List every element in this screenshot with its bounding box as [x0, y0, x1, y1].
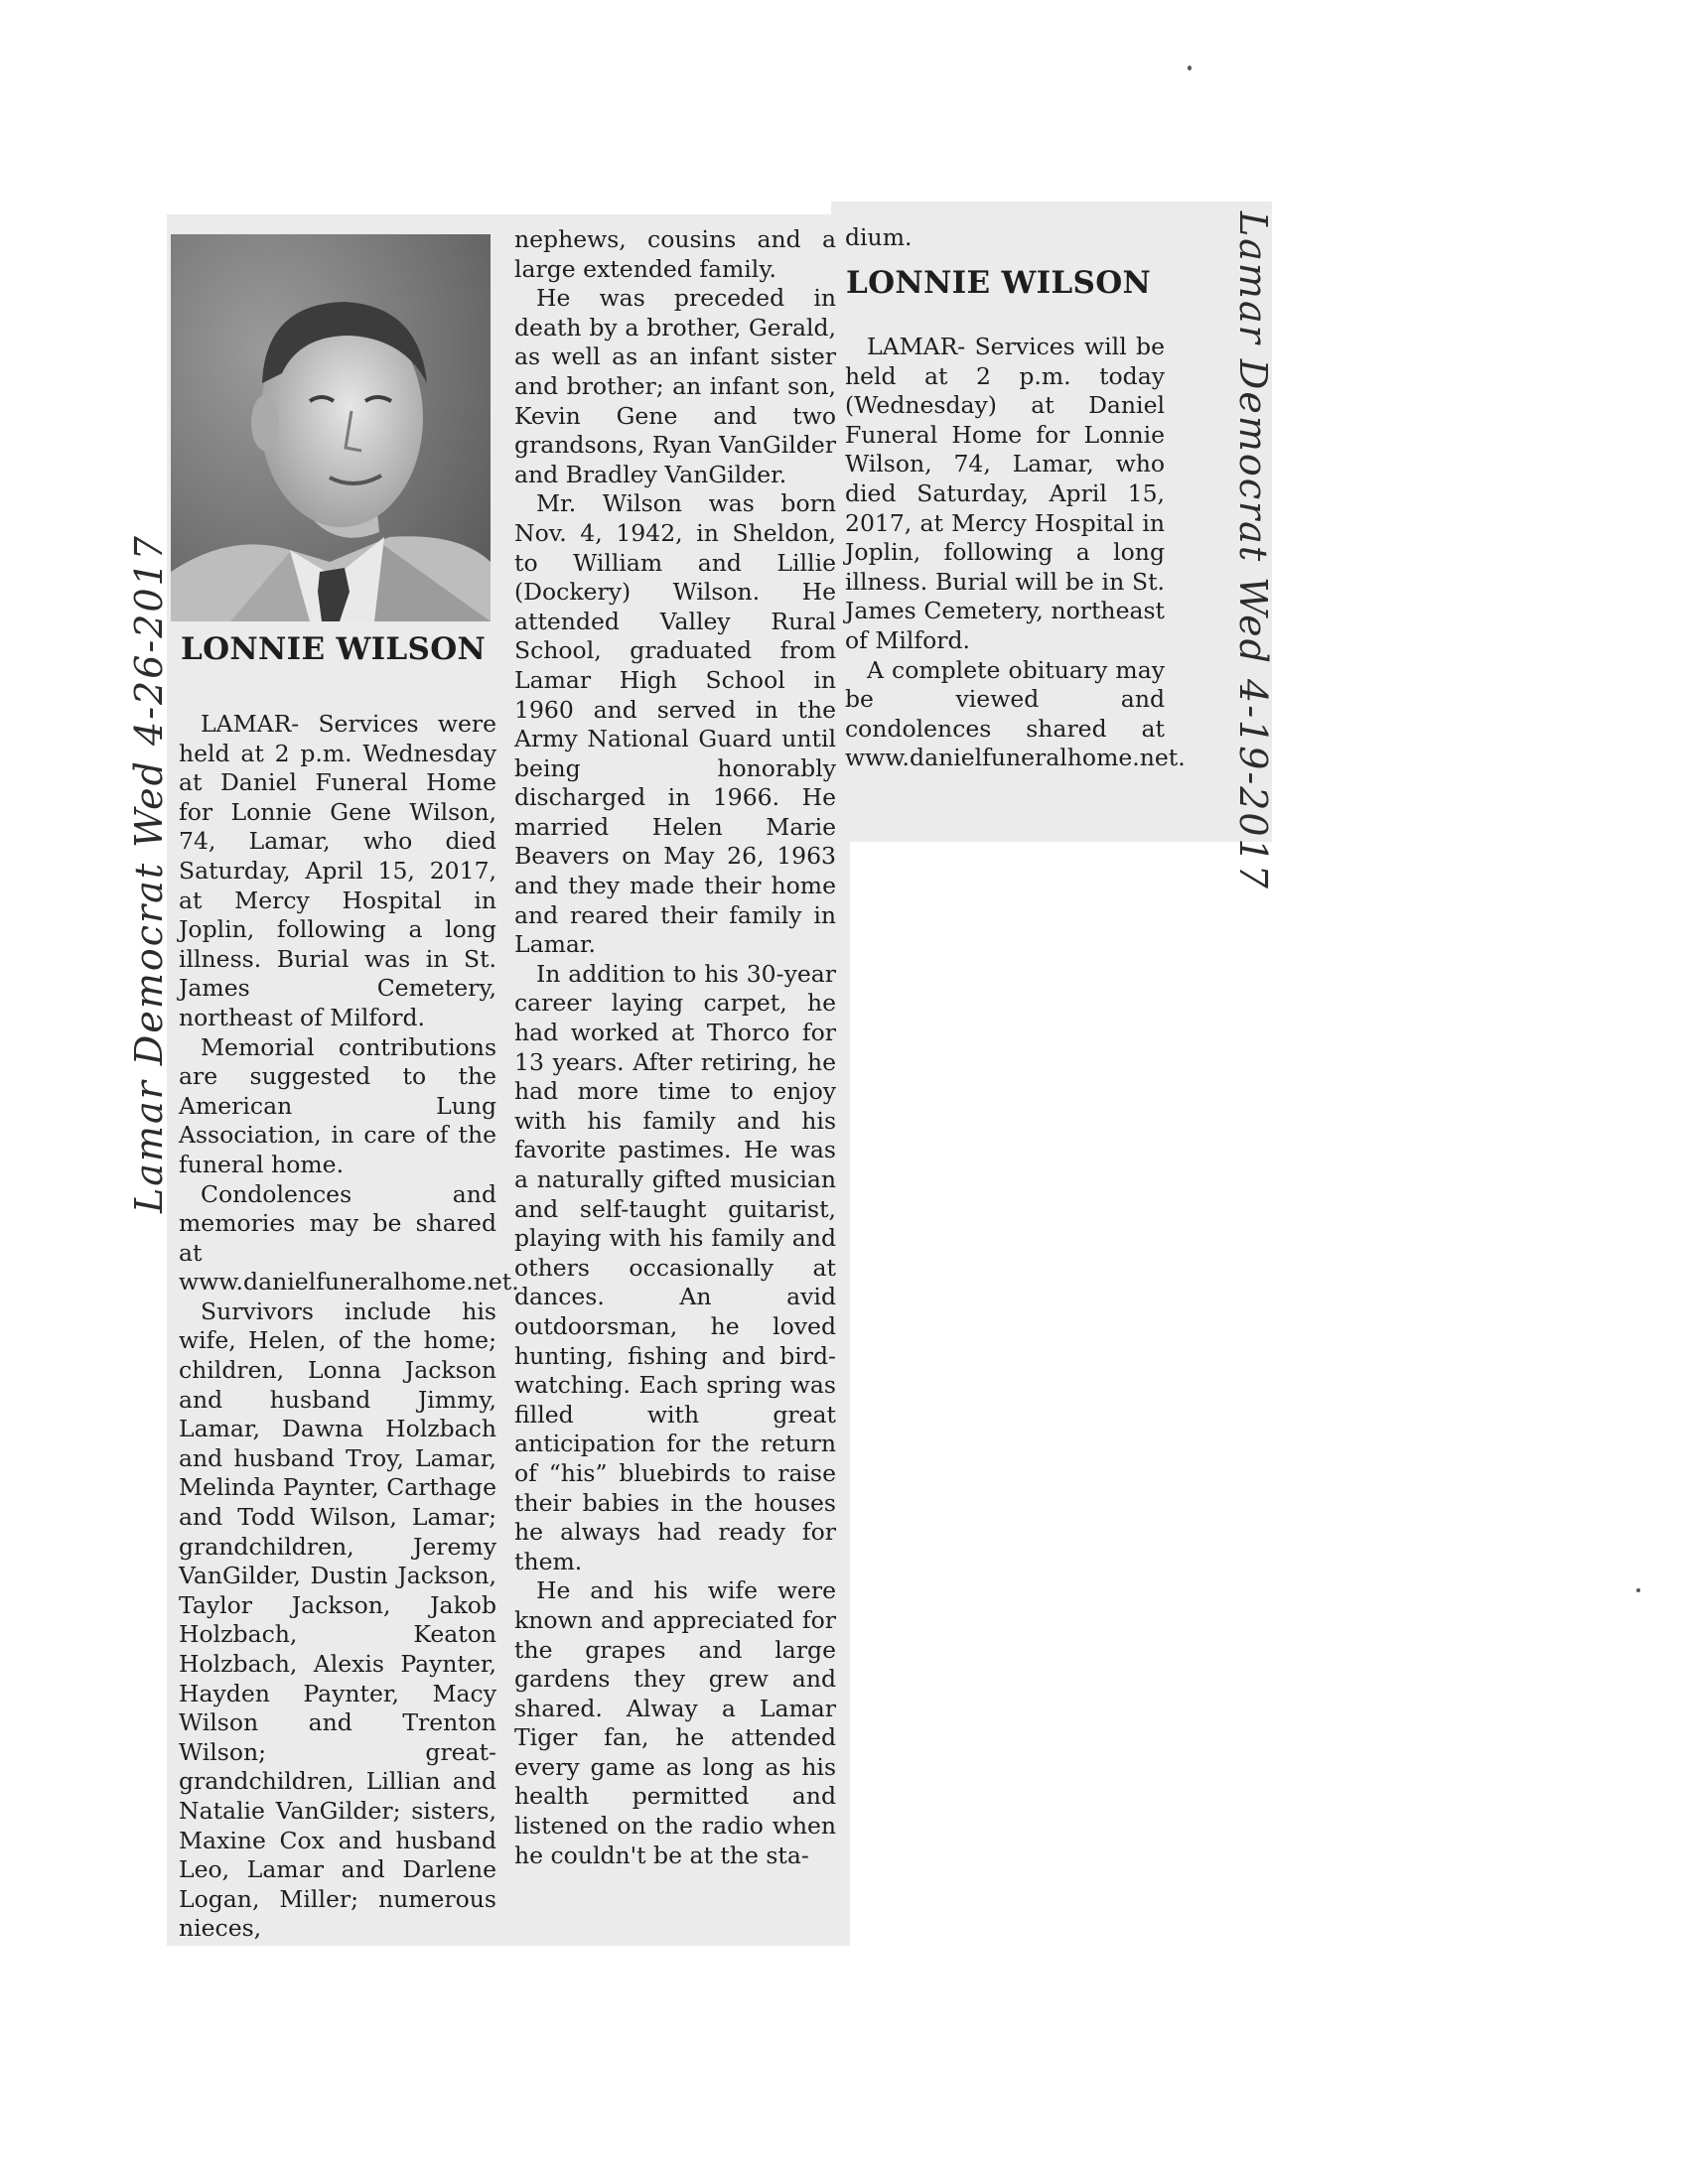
obituary-column-3 — [845, 223, 1175, 253]
handwritten-source-note: Lamar Democrat Wed 4-26-2017 — [127, 534, 171, 1213]
handwritten-source-note: Lamar Democrat Wed 4-19-2017 — [1231, 211, 1275, 890]
obituary-paragraph: He and his wife were known and appreciated for the grapes and large gardens they grew and shared. Alway a Lamar Tiger fan, he attended every game as long as his health permitted and listened on the radio when he couldn't be at the sta- — [514, 1576, 836, 1869]
obituary-paragraph: He was preceded in death by a brother, Gerald, as well as an infant sister and brother; an infant son, Kevin Gene and two grandsons, Ryan VanGilder and Bradley VanGilder. — [514, 284, 836, 488]
obituary-headline: LONNIE WILSON — [181, 631, 487, 667]
obituary-paragraph-continuation: dium. — [845, 223, 913, 251]
short-notice-headline: LONNIE WILSON — [846, 265, 1152, 301]
scan-speck — [1636, 1588, 1640, 1592]
short-notice-paragraph: LAMAR- Services will be held at 2 p.m. today (Wednesday) at Daniel Funeral Home for Lonnie Wilson, 74, Lamar, who died Saturday, April 15, 2017, at Mercy Hospital in Joplin, following a long illness. Burial will be in St. James Cemetery, northeast of Milford. — [845, 333, 1165, 654]
obituary-column-1 — [179, 710, 519, 1944]
short-notice-paragraph: A complete obituary may be viewed and condolences shared at www.danielfuneralhome.net. — [845, 655, 1186, 772]
obituary-paragraph: In addition to his 30-year career laying carpet, he had worked at Thorco for 13 years. After retiring, he had more time to enjoy with his family and his favorite pastimes. He was a naturally gifted musician and self-taught guitarist, playing with his family and others occasionally at dances. An avid outdoorsman, he loved hunting, fishing and bird-watching. Each spring was filled with great anticipation for the return of “his” bluebirds to raise their babies in the houses he always had ready for them. — [514, 959, 836, 1575]
obituary-paragraph: Memorial contributions are suggested to the American Lung Association, in care of the funeral home. — [179, 1032, 496, 1178]
obituary-column-2 — [514, 225, 836, 1870]
obituary-paragraph: Mr. Wilson was born Nov. 4, 1942, in Sheldon, to William and Lillie (Dockery) Wilson. He attended Valley Rural School, graduated from Lamar High School in 1960 and served in the Army National Guard until being honorably discharged in 1966. He married Helen Marie Beavers on May 26, 1963 and they made their home and reared their family in Lamar. — [514, 489, 836, 959]
obituary-paragraph: Survivors include his wife, Helen, of the home; children, Lonna Jackson and husband Jimmy, Lamar, Dawna Holzbach and husband Troy, Lamar, Melinda Paynter, Carthage and Todd Wilson, Lamar; grandchildren, Jeremy VanGilder, Dustin Jackson, Taylor Jackson, Jakob Holzbach, Keaton Holzbach, Alexis Paynter, Hayden Paynter, Macy Wilson and Trenton Wilson; great-grandchildren, Lillian and Natalie VanGilder; sisters, Maxine Cox and husband Leo, Lamar and Darlene Logan, Miller; numerous nieces, — [179, 1297, 496, 1943]
scan-speck — [1188, 66, 1192, 70]
obituary-paragraph: Condolences and memories may be shared at www.danielfuneralhome.net. — [179, 1179, 519, 1297]
obituary-paragraph-continuation: nephews, cousins and a large extended family. — [514, 225, 836, 283]
obituary-paragraph: LAMAR- Services were held at 2 p.m. Wednesday at Daniel Funeral Home for Lonnie Gene Wilson, 74, Lamar, who died Saturday, April 15, 2017, at Mercy Hospital in Joplin, following a long illness. Burial was in St. James Cemetery, northeast of Milford. — [179, 710, 496, 1031]
portrait-photo — [171, 234, 491, 621]
short-notice-body — [845, 333, 1186, 773]
